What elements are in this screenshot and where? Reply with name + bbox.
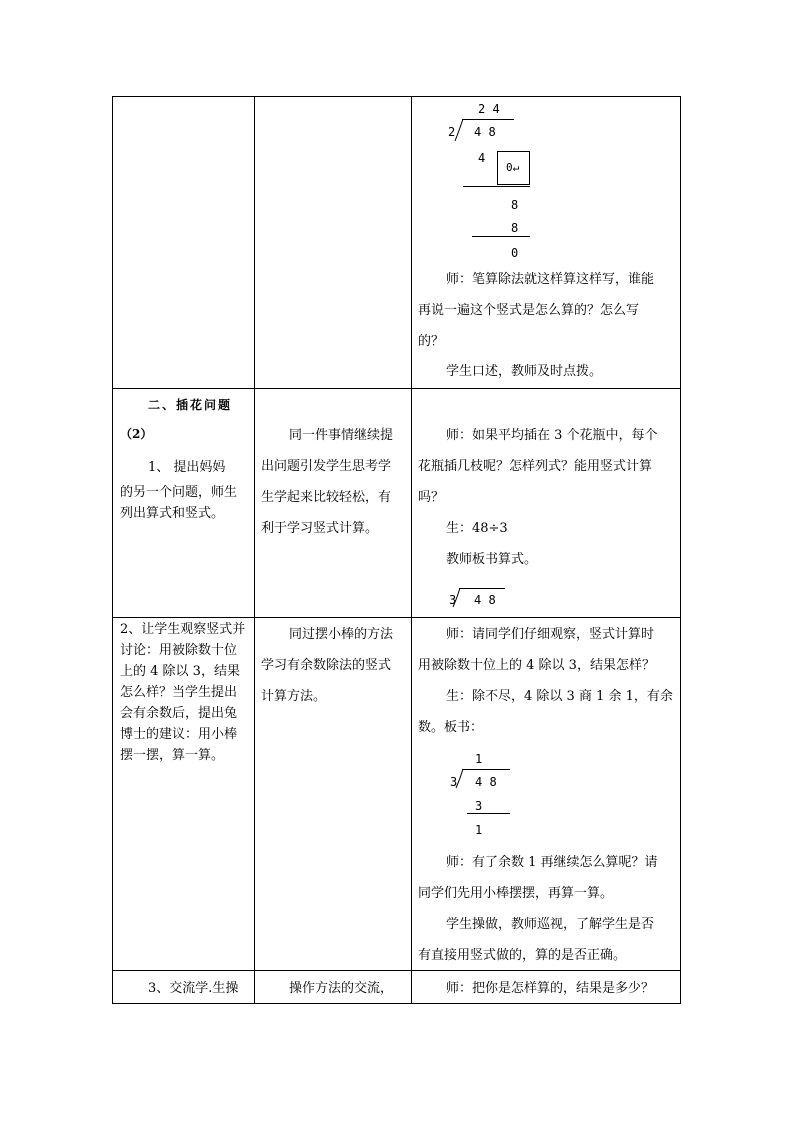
row-divider-2 xyxy=(112,617,681,618)
row2-middle-line-1: 同一件事情继续提 xyxy=(289,428,394,443)
division-bring-down: 8 xyxy=(511,198,519,212)
row2-right-line-3: 吗？ xyxy=(418,490,445,505)
section-heading: 二、插花问题 xyxy=(148,398,233,412)
division-underline-1 xyxy=(463,186,530,187)
row3-right-line-7: 学生操做，教师巡视，了解学生是否 xyxy=(446,917,655,932)
division-step-product: 3 xyxy=(475,799,483,813)
row3-middle-line-2: 学习有余数除法的竖式 xyxy=(261,658,392,673)
division-remainder: 0 xyxy=(511,246,519,260)
row3-right-line-6: 同学们先用小棒摆摆，再算一算。 xyxy=(418,886,614,901)
row3-left-line-3: 上的 4 除以 3，结果 xyxy=(120,664,240,679)
table-border-left xyxy=(112,96,113,1004)
row-divider-1 xyxy=(112,388,681,389)
division-bracket xyxy=(458,769,470,791)
row3-right-line-3: 生：除不尽，4 除以 3 商 1 余 1，有余 xyxy=(446,689,673,704)
annotation-box-digit: 0↵ xyxy=(506,161,520,174)
row2-left-line-3: 列出算式和竖式。 xyxy=(120,506,225,521)
division-bracket xyxy=(455,588,467,610)
division-dividend: 4 8 xyxy=(474,593,496,607)
row3-left-line-7: 摆一摆，算一算。 xyxy=(120,748,225,763)
row1-paragraph-1-line-2: 再说一遍这个竖式是怎么算的？怎么写 xyxy=(418,303,640,318)
row3-right-line-2: 用被除数十位上的 4 除以 3，结果怎样？ xyxy=(418,658,655,673)
division-divisor: 3 xyxy=(449,593,457,607)
row2-middle-line-3: 生学起来比较轻松，有 xyxy=(261,490,392,505)
division-underline xyxy=(467,813,510,814)
division-step-product-2: 8 xyxy=(511,221,519,235)
row4-left: 3、交流学.生操 xyxy=(148,981,239,996)
row2-right-line-1: 师：如果平均插在 3 个花瓶中，每个 xyxy=(446,428,658,443)
division-step-product-1: 4 xyxy=(478,151,486,165)
table-border-top xyxy=(112,96,681,97)
row3-middle-line-3: 计算方法。 xyxy=(261,689,327,704)
division-underline-2 xyxy=(472,236,530,237)
row2-right-line-4: 生：48÷3 xyxy=(446,521,508,536)
row2-right-line-2: 花瓶插几枝呢？怎样列式？能用竖式计算 xyxy=(418,459,653,474)
column-divider-1 xyxy=(254,96,255,1004)
row3-left-line-5: 会有余数后，提出兔 xyxy=(120,706,238,721)
column-divider-2 xyxy=(411,96,412,1004)
row3-left-line-4: 怎么样？当学生提出 xyxy=(120,685,238,700)
division-quotient: 1 xyxy=(475,752,483,766)
row1-paragraph-1-line-1: 师：笔算除法就这样算这样写，谁能 xyxy=(446,272,655,287)
division-quotient: 2 4 xyxy=(478,102,500,116)
table-border-bottom xyxy=(112,1003,681,1004)
division-remainder: 1 xyxy=(475,823,483,837)
row3-right-line-8: 有直接用竖式做的，算的是否正确。 xyxy=(418,948,627,963)
row2-left-line-2: 的另一个问题，师生 xyxy=(120,485,238,500)
row2-right-line-5: 教师板书算式。 xyxy=(446,552,538,567)
division-divisor: 2 xyxy=(448,125,456,139)
row3-left-line-2: 讨论：用被除数十位 xyxy=(120,643,238,658)
division-bracket xyxy=(457,119,469,143)
row2-middle-line-4: 利于学习竖式计算。 xyxy=(261,521,379,536)
division-dividend: 4 8 xyxy=(474,125,496,139)
row1-paragraph-1-line-3: 的？ xyxy=(418,334,445,349)
division-dividend: 4 8 xyxy=(475,775,497,789)
table-border-right xyxy=(680,96,681,1004)
row2-middle-line-2: 出问题引发学生思考学 xyxy=(261,459,392,474)
row4-middle: 操作方法的交流， xyxy=(289,981,394,996)
division-divisor: 3 xyxy=(450,775,458,789)
row1-paragraph-2: 学生口述，教师及时点拨。 xyxy=(446,364,603,379)
row2-left-line-1: 1、 提出妈妈 xyxy=(148,460,226,475)
row3-right-line-1: 师：请同学们仔细观察，竖式计算时 xyxy=(446,627,655,642)
row3-left-line-6: 博士的建议：用小棒 xyxy=(120,727,238,742)
row-divider-3 xyxy=(112,970,681,971)
division-bar xyxy=(462,119,514,120)
row3-left-line-1: 2、让学生观察竖式并 xyxy=(120,622,246,637)
row3-middle-line-1: 同过摆小棒的方法 xyxy=(289,627,394,642)
row3-right-line-4: 数。板书： xyxy=(418,720,484,735)
row3-right-line-5: 师：有了余数 1 再继续怎么算呢？请 xyxy=(446,855,658,870)
row4-right: 师：把你是怎样算的，结果是多少？ xyxy=(446,981,655,996)
section-subheading: （2） xyxy=(120,427,153,441)
